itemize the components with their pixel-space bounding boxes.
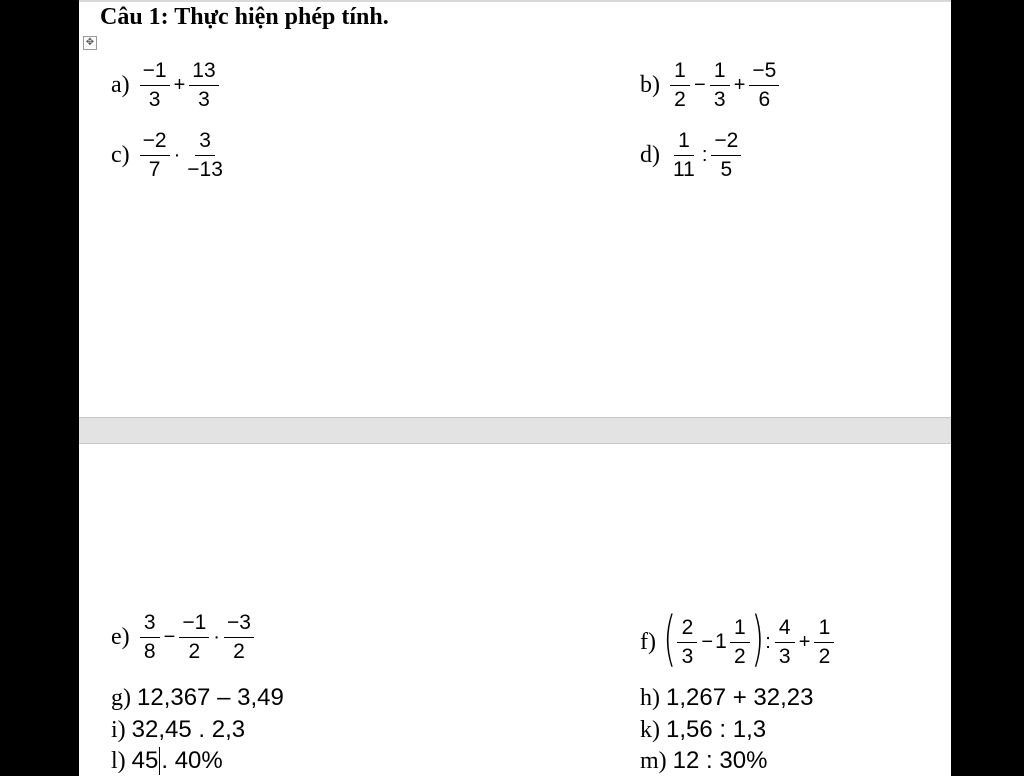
problem-m	[640, 747, 767, 775]
move-handle-icon[interactable]: ✥	[83, 36, 97, 50]
denominator: 2	[233, 640, 245, 663]
question-heading: Câu 1: Thực hiện phép tính.	[100, 4, 389, 30]
problem-label: e)	[111, 624, 130, 650]
fraction	[711, 130, 741, 181]
problem-label: c)	[111, 142, 130, 168]
fraction	[730, 617, 750, 668]
text-cursor	[159, 747, 160, 775]
denominator: 3	[681, 644, 694, 668]
denominator: 2	[674, 88, 686, 111]
document-page-2	[79, 444, 951, 776]
operator: :	[701, 144, 708, 166]
expression: 1,56 : 1,3	[666, 716, 767, 743]
denominator: 2	[818, 644, 831, 668]
fraction	[140, 130, 170, 181]
operator: ·	[173, 144, 181, 166]
numerator: 1	[710, 60, 730, 86]
numerator: 3	[140, 612, 160, 638]
problem-a	[111, 60, 221, 111]
problem-label: b)	[640, 72, 660, 98]
denominator: −13	[187, 158, 223, 181]
operator: :	[765, 630, 771, 653]
fraction	[775, 617, 795, 668]
fraction	[814, 617, 834, 668]
problem-l	[111, 747, 223, 775]
numerator: −2	[140, 130, 170, 156]
fraction	[184, 130, 226, 181]
problem-label: d)	[640, 142, 660, 168]
numerator: 4	[775, 617, 795, 643]
problem-label: g)	[111, 684, 131, 711]
numerator: −3	[224, 612, 254, 638]
expression-part: . 40%	[161, 747, 223, 774]
operator: +	[733, 74, 746, 96]
problem-b	[640, 60, 781, 111]
operator: +	[798, 630, 811, 653]
problem-e	[111, 612, 256, 663]
denominator: 3	[713, 88, 726, 111]
denominator: 6	[758, 88, 771, 111]
numerator: −1	[140, 60, 170, 86]
denominator: 2	[733, 644, 746, 668]
problem-c	[111, 130, 228, 181]
denominator: 3	[148, 88, 161, 111]
problem-label: f)	[640, 628, 656, 655]
problem-f	[640, 604, 836, 674]
denominator: 5	[720, 158, 733, 181]
left-parenthesis: (	[663, 604, 677, 674]
problem-label: k)	[640, 716, 660, 743]
problem-label: m)	[640, 747, 667, 774]
problem-k	[640, 716, 766, 744]
problem-label: i)	[111, 716, 126, 743]
fraction	[670, 130, 698, 181]
operator: +	[173, 74, 186, 96]
denominator: 11	[673, 158, 695, 181]
numerator: −1	[179, 612, 209, 638]
numerator: 2	[677, 617, 697, 643]
denominator: 7	[148, 158, 161, 181]
fraction	[749, 60, 779, 111]
right-parenthesis: )	[751, 604, 764, 674]
denominator: 8	[143, 640, 156, 663]
numerator: −2	[711, 130, 741, 156]
expression-part: 45	[131, 747, 159, 774]
page-separator	[79, 417, 951, 444]
mixed-whole: 1	[715, 630, 727, 653]
problem-label: a)	[111, 72, 130, 98]
document-page-1	[79, 0, 951, 417]
expression: 12,367 – 3,49	[137, 684, 284, 711]
denominator: 3	[778, 644, 791, 668]
fraction	[179, 612, 209, 663]
denominator: 3	[198, 88, 210, 111]
fraction	[224, 612, 254, 663]
operator: −	[163, 626, 176, 648]
denominator: 2	[188, 640, 201, 663]
operator: −	[701, 630, 714, 653]
numerator: 1	[730, 617, 750, 643]
numerator: −5	[749, 60, 779, 86]
numerator: 1	[670, 60, 690, 86]
expression: 12 : 30%	[672, 747, 768, 774]
fraction	[710, 60, 730, 111]
fraction	[189, 60, 218, 111]
fraction	[677, 617, 697, 668]
fraction	[140, 60, 170, 111]
problem-h	[640, 684, 813, 712]
numerator: 13	[189, 60, 218, 86]
fraction	[140, 612, 160, 663]
problem-label: h)	[640, 684, 660, 711]
problem-label: l)	[111, 747, 126, 774]
operator: −	[694, 74, 706, 96]
problem-g	[111, 684, 284, 712]
numerator: 3	[195, 130, 215, 156]
expression: 1,267 + 32,23	[666, 684, 814, 711]
problem-d	[640, 130, 743, 181]
fraction	[670, 60, 690, 111]
numerator: 1	[814, 617, 834, 643]
expression: 32,45 . 2,3	[131, 716, 246, 743]
problem-i	[111, 716, 245, 744]
operator: ·	[213, 626, 220, 648]
numerator: 1	[674, 130, 694, 156]
